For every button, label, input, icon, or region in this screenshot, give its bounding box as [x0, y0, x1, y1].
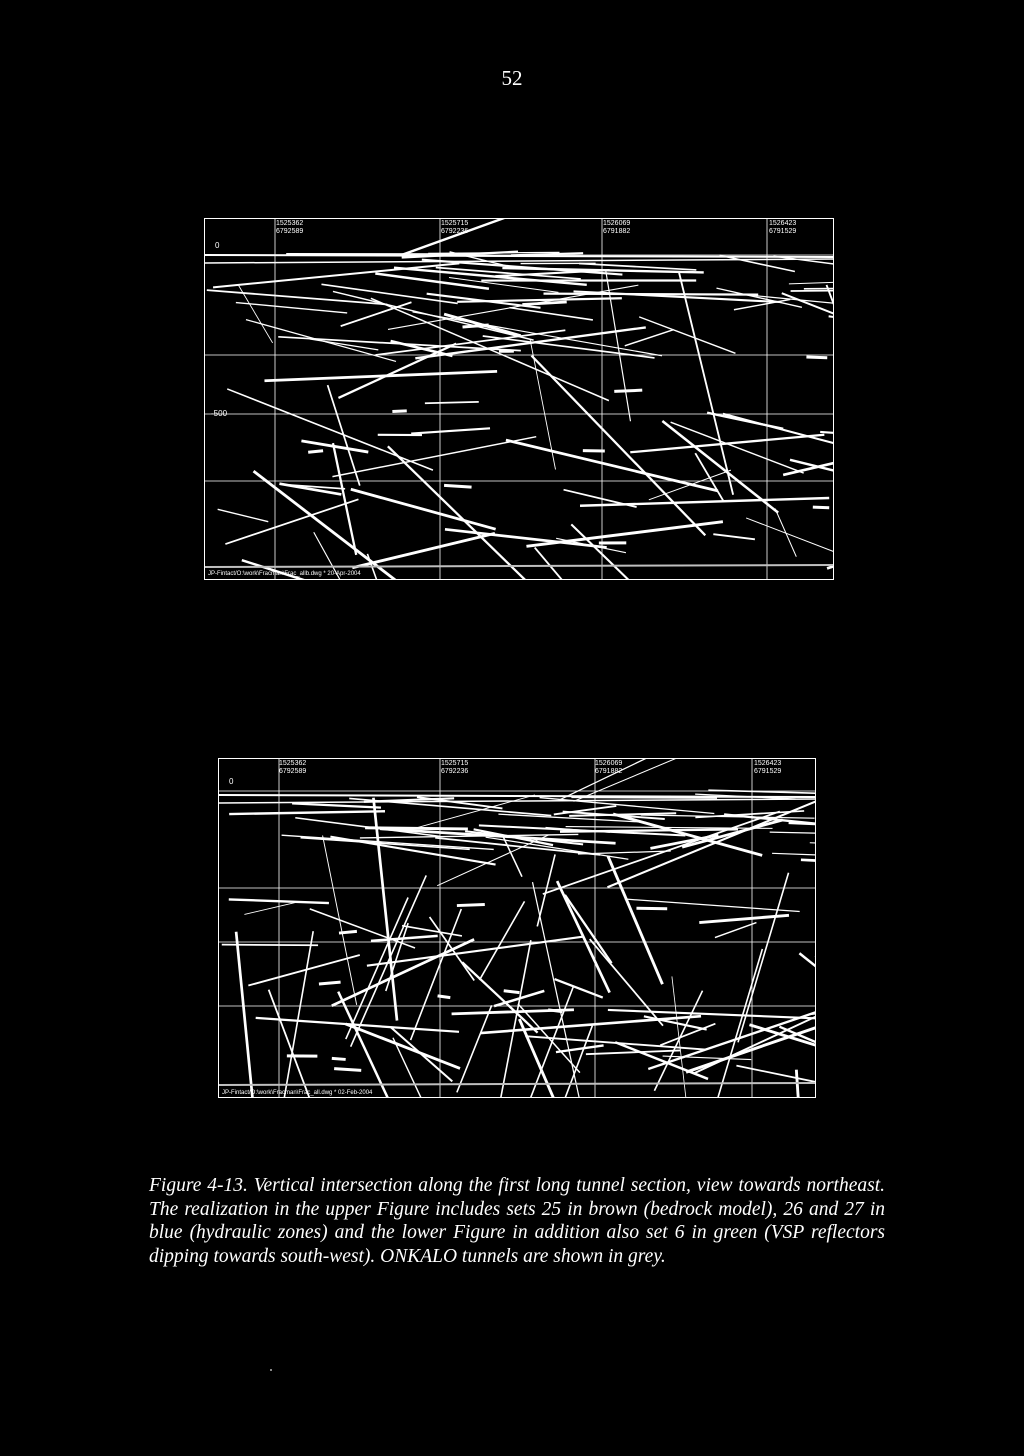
- fracture-trace: [749, 1025, 816, 1082]
- lower-fracture-plot: [219, 759, 816, 1098]
- fracture-trace: [715, 923, 757, 938]
- fracture-trace: [438, 996, 451, 998]
- coord-label-2: 1525715 6792236: [441, 220, 469, 235]
- file-footer: JP-Fintact/O:\work\Fracman\Frac_all.dwg * 02-Feb-2004: [222, 1090, 373, 1096]
- coord-label-3: 1526069 6791882: [595, 760, 623, 775]
- fracture-trace: [662, 421, 778, 513]
- depth-label-mid: -500: [211, 409, 228, 418]
- page-mark: [270, 1369, 272, 1371]
- fracture-trace: [244, 902, 297, 914]
- fracture-trace: [308, 451, 323, 453]
- fracture-trace: [791, 290, 834, 291]
- fracture-trace: [351, 489, 496, 529]
- fracture-trace: [571, 797, 717, 798]
- fracture-trace: [346, 897, 408, 1039]
- fracture-trace: [351, 875, 427, 1046]
- fracture-trace: [713, 534, 755, 539]
- fracture-trace: [213, 263, 459, 287]
- fracture-trace: [413, 312, 662, 356]
- fracture-trace: [535, 548, 659, 580]
- fracture-trace: [801, 860, 816, 868]
- lower-figure: [218, 758, 816, 1098]
- fracture-trace: [630, 435, 824, 453]
- fracture-trace: [810, 843, 816, 850]
- fracture-trace: [292, 803, 381, 807]
- fracture-trace: [218, 509, 269, 521]
- fracture-trace: [672, 976, 696, 1098]
- fracture-trace: [319, 982, 341, 984]
- fracture-trace: [555, 979, 603, 997]
- fracture-trace: [229, 811, 385, 814]
- fracture-trace: [333, 443, 356, 555]
- fracture-trace: [682, 820, 782, 847]
- fracture-trace: [222, 945, 318, 946]
- fracture-trace: [352, 533, 495, 567]
- figure-caption: Figure 4-13. Vertical intersection along the first long tunnel section, view towards northeast. The realization in the upper Figure includes sets 25 in brown (bedrock model), 26 and 27 in blue (hydraulic zones) and the lower Figure in addition also set 6 in green (VSP reflectors dipping towards south-west). ONKALO tunnels are shown in grey.: [149, 1175, 885, 1267]
- fracture-trace: [614, 390, 642, 391]
- fracture-trace: [332, 1058, 346, 1059]
- fracture-trace: [334, 1069, 361, 1071]
- fracture-trace: [639, 317, 735, 353]
- fracture-trace: [625, 330, 674, 346]
- fracture-trace: [392, 411, 406, 412]
- fracture-trace: [770, 832, 816, 836]
- tunnel-line: [205, 565, 834, 567]
- fracture-trace: [613, 814, 762, 855]
- fracture-trace: [522, 302, 566, 305]
- fracture-trace: [425, 402, 479, 403]
- fracture-trace: [400, 219, 572, 255]
- fracture-trace: [227, 389, 433, 470]
- depth-label-top: 0: [229, 777, 234, 786]
- fracture-trace: [565, 895, 612, 963]
- fracture-trace: [548, 1010, 562, 1012]
- coord-label-3: 1526069 6791882: [603, 220, 631, 235]
- fracture-trace: [509, 308, 592, 320]
- fracture-trace: [236, 303, 347, 313]
- fracture-trace: [444, 485, 471, 487]
- fracture-trace: [615, 1042, 708, 1079]
- fracture-trace: [827, 515, 834, 568]
- fracture-trace: [723, 414, 834, 468]
- fracture-trace: [207, 290, 388, 304]
- fracture-trace: [544, 294, 759, 295]
- coord-label-4: 1526423 6791529: [754, 760, 782, 775]
- fracture-trace: [463, 325, 489, 327]
- fracture-trace: [479, 901, 524, 980]
- fracture-trace: [338, 992, 446, 1098]
- fracture-trace: [430, 917, 475, 981]
- fracture-trace: [417, 797, 502, 808]
- coord-label-1: 1525362 6792589: [276, 220, 304, 235]
- fracture-trace: [323, 836, 357, 1005]
- fracture-trace: [746, 518, 834, 580]
- fracture-trace: [531, 356, 705, 536]
- fracture-trace: [279, 484, 341, 495]
- coord-label-2: 1525715 6792236: [441, 760, 469, 775]
- fracture-trace: [341, 302, 412, 326]
- fracture-trace: [283, 931, 314, 1098]
- fracture-trace: [504, 991, 520, 993]
- upper-figure: [204, 218, 834, 580]
- fracture-trace: [586, 1050, 680, 1054]
- fracture-trace: [457, 904, 485, 905]
- fracture-trace: [695, 453, 723, 501]
- fracture-trace: [679, 272, 733, 495]
- fracture-trace: [660, 1024, 715, 1046]
- fracture-trace: [813, 507, 829, 508]
- fracture-trace: [411, 428, 490, 433]
- fracture-trace: [829, 316, 834, 340]
- fracture-trace: [775, 509, 796, 557]
- fracture-trace: [708, 949, 762, 1098]
- fracture-trace: [514, 986, 574, 1098]
- tunnel-line: [219, 1083, 816, 1085]
- fracture-trace: [457, 1005, 492, 1092]
- fracture-trace: [608, 1010, 816, 1019]
- file-footer: JP-Fintact/O:\work\Fracman\Frac_allb.dwg * 20-Apr-2004: [208, 571, 361, 577]
- fracture-trace: [393, 1038, 440, 1098]
- fracture-trace: [827, 285, 834, 527]
- fracture-trace: [339, 931, 357, 933]
- fracture-trace: [497, 940, 531, 1098]
- upper-fracture-plot: [205, 219, 834, 580]
- fracture-trace: [806, 357, 827, 358]
- coord-label-4: 1526423 6791529: [769, 220, 797, 235]
- fracture-trace: [789, 277, 834, 284]
- fracture-trace: [804, 288, 834, 289]
- fracture-trace: [556, 1045, 604, 1052]
- fracture-trace: [388, 446, 540, 580]
- fracture-trace: [391, 1027, 453, 1081]
- fracture-trace: [437, 835, 549, 886]
- page-number: 52: [501, 66, 523, 90]
- fracture-trace: [236, 932, 254, 1098]
- fracture-trace: [815, 956, 816, 1010]
- fracture-trace: [736, 1066, 816, 1098]
- depth-label-top: 0: [215, 241, 220, 250]
- coord-label-1: 1525362 6792589: [279, 760, 307, 775]
